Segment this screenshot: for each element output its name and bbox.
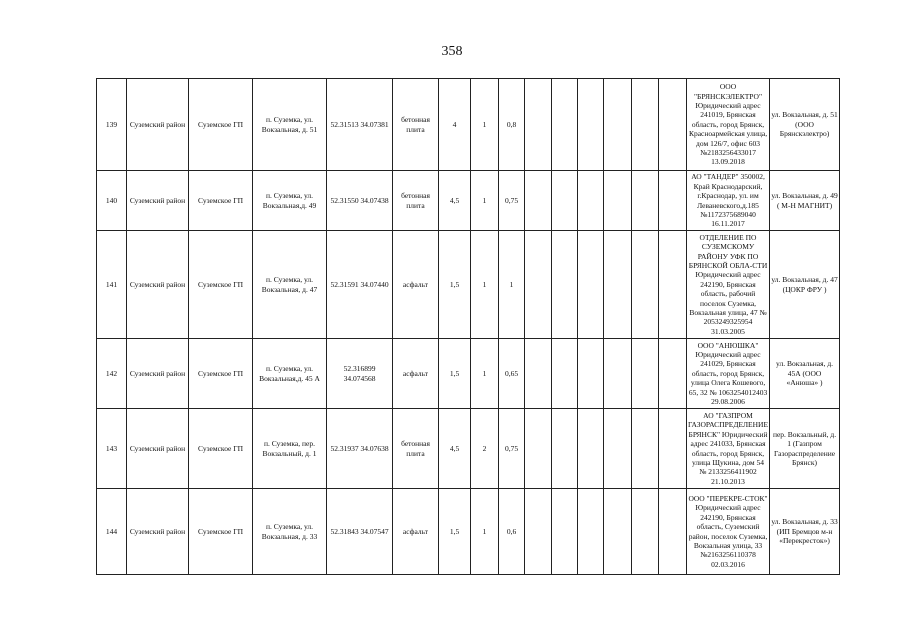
- empty-cell: [552, 339, 578, 409]
- empty-cell: [659, 489, 687, 575]
- table-row: [97, 79, 840, 171]
- volume-cell: 1: [499, 231, 525, 339]
- empty-cell: [604, 171, 632, 231]
- waste-source-cell: ул. Вокзальная, д. 45А (ООО «Анюша» ): [770, 339, 840, 409]
- table-row: [97, 489, 840, 575]
- owner-cell: АО "ТАНДЕР" 350002, Край Краснодарский, г.Краснодар, ул. им Леваневского,д.185 №1172375689040 16.11.2017: [687, 171, 770, 231]
- volume-cell: 0,6: [499, 489, 525, 575]
- location-cell: п. Суземка, ул. Вокзальная,д. 45 А: [253, 339, 327, 409]
- coords-cell: 52.31937 34.07638: [327, 409, 393, 489]
- row-number: 140: [97, 171, 127, 231]
- owner-cell: ООО "БРЯНСКЭЛЕКТРО" Юридический адрес 241019, Брянская область, город Брянск, Красноармейская улица, дом 126/7, офис 603 №2183256433017 13.09.2018: [687, 79, 770, 171]
- empty-cell: [552, 409, 578, 489]
- surface-cell: бетонная плита: [393, 171, 439, 231]
- location-cell: п. Суземка, пер. Вокзальный, д. 1: [253, 409, 327, 489]
- location-cell: п. Суземка, ул. Вокзальная, д. 33: [253, 489, 327, 575]
- empty-cell: [659, 409, 687, 489]
- row-number: 139: [97, 79, 127, 171]
- surface-cell: асфальт: [393, 339, 439, 409]
- location-cell: п. Суземка, ул. Вокзальная,д. 49: [253, 171, 327, 231]
- surface-cell: бетонная плита: [393, 409, 439, 489]
- waste-source-cell: ул. Вокзальная, д. 51 (ООО Брянскэлектро): [770, 79, 840, 171]
- empty-cell: [525, 79, 552, 171]
- row-number: 144: [97, 489, 127, 575]
- empty-cell: [578, 409, 604, 489]
- coords-cell: 52.31513 34.07381: [327, 79, 393, 171]
- empty-cell: [604, 79, 632, 171]
- empty-cell: [632, 171, 659, 231]
- owner-cell: ООО "АНЮШКА" Юридический адрес 241029, Брянская область, город Брянск, улица Олега Кошевого, 65, 32 № 1063254012403 29.08.2006: [687, 339, 770, 409]
- coords-cell: 52.31843 34.07547: [327, 489, 393, 575]
- empty-cell: [578, 171, 604, 231]
- empty-cell: [552, 489, 578, 575]
- district-cell: Суземский район: [127, 231, 189, 339]
- area-cell: 1,5: [439, 231, 471, 339]
- waste-source-cell: ул. Вокзальная, д. 49 ( М-Н МАГНИТ): [770, 171, 840, 231]
- empty-cell: [632, 489, 659, 575]
- surface-cell: асфальт: [393, 489, 439, 575]
- settlement-cell: Суземское ГП: [189, 79, 253, 171]
- empty-cell: [632, 339, 659, 409]
- table-row: [97, 409, 840, 489]
- empty-cell: [604, 231, 632, 339]
- volume-cell: 0,8: [499, 79, 525, 171]
- empty-cell: [578, 79, 604, 171]
- area-cell: 1,5: [439, 339, 471, 409]
- district-cell: Суземский район: [127, 79, 189, 171]
- empty-cell: [632, 409, 659, 489]
- waste-source-cell: ул. Вокзальная, д. 47 (ЦОКР ФРУ ): [770, 231, 840, 339]
- area-cell: 1,5: [439, 489, 471, 575]
- row-number: 141: [97, 231, 127, 339]
- district-cell: Суземский район: [127, 409, 189, 489]
- owner-cell: ООО "ПЕРЕКРЕ-СТОК" Юридический адрес 242190, Брянская область, Суземский район, поселок Суземка, Вокзальная улица, 33 №2163256110378 02.03.2016: [687, 489, 770, 575]
- containers-cell: 1: [471, 231, 499, 339]
- containers-cell: 1: [471, 489, 499, 575]
- empty-cell: [525, 171, 552, 231]
- empty-cell: [525, 231, 552, 339]
- waste-source-cell: пер. Вокзальный, д. 1 (Газпром Газораспределение Брянск): [770, 409, 840, 489]
- settlement-cell: Суземское ГП: [189, 489, 253, 575]
- settlement-cell: Суземское ГП: [189, 171, 253, 231]
- empty-cell: [632, 231, 659, 339]
- empty-cell: [604, 489, 632, 575]
- waste-source-cell: ул. Вокзальная, д. 33 (ИП Бремцов м-н «Перекресток»): [770, 489, 840, 575]
- volume-cell: 0,65: [499, 339, 525, 409]
- district-cell: Суземский район: [127, 171, 189, 231]
- empty-cell: [659, 171, 687, 231]
- empty-cell: [659, 339, 687, 409]
- empty-cell: [604, 409, 632, 489]
- empty-cell: [525, 489, 552, 575]
- coords-cell: 52.31591 34.07440: [327, 231, 393, 339]
- table-row: [97, 231, 840, 339]
- settlement-cell: Суземское ГП: [189, 409, 253, 489]
- containers-cell: 2: [471, 409, 499, 489]
- district-cell: Суземский район: [127, 339, 189, 409]
- registry-table: [96, 78, 840, 575]
- empty-cell: [552, 171, 578, 231]
- containers-cell: 1: [471, 171, 499, 231]
- empty-cell: [525, 409, 552, 489]
- empty-cell: [604, 339, 632, 409]
- empty-cell: [632, 79, 659, 171]
- settlement-cell: Суземское ГП: [189, 339, 253, 409]
- owner-cell: АО "ГАЗПРОМ ГАЗОРАСПРЕДЕЛЕНИЕ БРЯНСК" Юридический адрес 241033, Брянская область, город Брянск, улица Щукина, дом 54 № 2133256411902 21.10.2013: [687, 409, 770, 489]
- empty-cell: [578, 489, 604, 575]
- row-number: 143: [97, 409, 127, 489]
- district-cell: Суземский район: [127, 489, 189, 575]
- settlement-cell: Суземское ГП: [189, 231, 253, 339]
- table-row: [97, 171, 840, 231]
- empty-cell: [525, 339, 552, 409]
- empty-cell: [552, 231, 578, 339]
- location-cell: п. Суземка, ул. Вокзальная, д. 47: [253, 231, 327, 339]
- empty-cell: [552, 79, 578, 171]
- page-number: 358: [441, 44, 463, 59]
- table-row: [97, 339, 840, 409]
- volume-cell: 0,75: [499, 409, 525, 489]
- empty-cell: [578, 231, 604, 339]
- location-cell: п. Суземка, ул. Вокзальная, д. 51: [253, 79, 327, 171]
- row-number: 142: [97, 339, 127, 409]
- coords-cell: 52.31550 34.07438: [327, 171, 393, 231]
- area-cell: 4: [439, 79, 471, 171]
- empty-cell: [659, 79, 687, 171]
- area-cell: 4,5: [439, 171, 471, 231]
- surface-cell: асфальт: [393, 231, 439, 339]
- empty-cell: [578, 339, 604, 409]
- volume-cell: 0,75: [499, 171, 525, 231]
- containers-cell: 1: [471, 339, 499, 409]
- surface-cell: бетонная плита: [393, 79, 439, 171]
- empty-cell: [659, 231, 687, 339]
- containers-cell: 1: [471, 79, 499, 171]
- coords-cell: 52.316899 34.074568: [327, 339, 393, 409]
- area-cell: 4,5: [439, 409, 471, 489]
- owner-cell: ОТДЕЛЕНИЕ ПО СУЗЕМСКОМУ РАЙОНУ УФК ПО БРЯНСКОЙ ОБЛА-СТИ Юридический адрес 242190, Брянская область, рабочий поселок Суземка, Вокзальная улица, 47 № 2053249325954 31.03.2005: [687, 231, 770, 339]
